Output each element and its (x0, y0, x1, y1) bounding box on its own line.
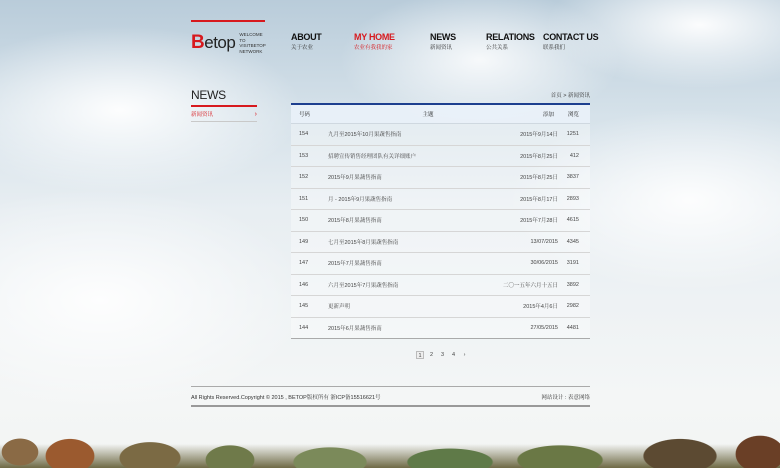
table-row[interactable]: 150 2015年8月果蔬售指南 2015年7月28日 4615 (291, 210, 590, 232)
table-row[interactable]: 144 2015年6月果蔬售指南 27/05/2015 4481 (291, 318, 590, 340)
nav-item-my-home[interactable]: MY HOME 农业有我我的家 (354, 32, 395, 51)
column-header-subject: 主题 (422, 112, 434, 118)
table-row[interactable]: 149 七月至2015年8月果蔬售指南 13/07/2015 4345 (291, 232, 590, 254)
table-row[interactable]: 146 六月至2015年7月果蔬售指南 二〇一五年六月十五日 3892 (291, 275, 590, 297)
table-row[interactable]: 147 2015年7月果蔬售指南 30/06/2015 3191 (291, 253, 590, 275)
table-row[interactable]: 145 更新声明 2015年4月6日 2982 (291, 296, 590, 318)
main-nav (291, 32, 599, 52)
site-logo[interactable] (191, 20, 265, 54)
sidebar (191, 88, 257, 122)
news-title-link[interactable]: 招聘宣传销售经理团队有关详细账户 (328, 153, 417, 160)
nav-item-news[interactable]: NEWS 新闻资讯 (430, 32, 456, 51)
news-table (291, 103, 590, 339)
table-row[interactable]: 153 招聘宣传销售经理团队有关详细账户 2015年8月25日 412 (291, 146, 590, 168)
footer-divider-top (191, 386, 590, 387)
design-credit-link[interactable]: 网站设计 : 表意网络 (541, 395, 590, 401)
logo-wordmark: Betop (191, 32, 236, 53)
sidebar-title: NEWS (191, 88, 226, 102)
table-row[interactable]: 152 2015年9月果蔬售指南 2015年8月25日 3837 (291, 167, 590, 189)
page-3-button[interactable]: 3 (440, 352, 445, 358)
page-2-button[interactable]: 2 (429, 352, 434, 358)
logo-tagline: WELCOME TO VISITBETOP NETWORK (239, 32, 266, 54)
news-title-link[interactable]: 2015年6月果蔬售指南 (328, 325, 382, 332)
news-title-link[interactable]: 2015年9月果蔬售指南 (328, 175, 382, 182)
nav-item-relations[interactable]: RELATIONS 公共关系 (486, 32, 535, 51)
footer-divider-bottom (191, 405, 590, 407)
copyright-text: All Rights Reserved.Copyright © 2015 , BETOP版权所有 浙ICP备15516621号 (191, 395, 381, 401)
news-title-link[interactable]: 2015年7月果蔬售指南 (328, 261, 382, 268)
column-header-number: 号码 (299, 112, 311, 118)
news-title-link[interactable]: 更新声明 (328, 304, 351, 311)
page-4-button[interactable]: 4 (451, 352, 456, 358)
column-header-added: 添加 (542, 112, 554, 118)
news-title-link[interactable]: 六月至2015年7月果蔬售指南 (328, 282, 399, 289)
column-header-views: 浏览 (567, 112, 579, 118)
pagination (416, 351, 468, 359)
news-title-link[interactable]: 七月至2015年8月果蔬售指南 (328, 239, 399, 246)
table-header (291, 105, 590, 124)
page-1-button[interactable]: 1 (416, 351, 424, 359)
news-title-link[interactable]: 2015年8月果蔬售指南 (328, 218, 382, 225)
nav-item-contact-us[interactable]: CONTACT US 联系我们 (543, 32, 599, 51)
news-title-link[interactable]: 九月至2015年10月果蔬售指南 (328, 132, 402, 139)
table-row[interactable]: 151 月 - 2015年9月果蔬售指南 2015年8月17日 2893 (291, 189, 590, 211)
sidebar-item-label: 新闻资讯 (191, 112, 214, 118)
logo-accent-bar (191, 20, 265, 22)
table-row[interactable]: 154 九月至2015年10月果蔬售指南 2015年9月14日 1251 (291, 124, 590, 146)
sidebar-item-news[interactable] (191, 107, 257, 122)
nav-item-about[interactable]: ABOUT 关于农业 (291, 32, 322, 51)
next-page-icon[interactable]: › (463, 352, 466, 358)
news-title-link[interactable]: 月 - 2015年9月果蔬售指南 (328, 196, 393, 203)
chevron-right-icon: › (254, 110, 257, 118)
breadcrumb[interactable]: 首页 > 新闻资讯 (550, 93, 590, 99)
tree-line-background (0, 428, 780, 468)
